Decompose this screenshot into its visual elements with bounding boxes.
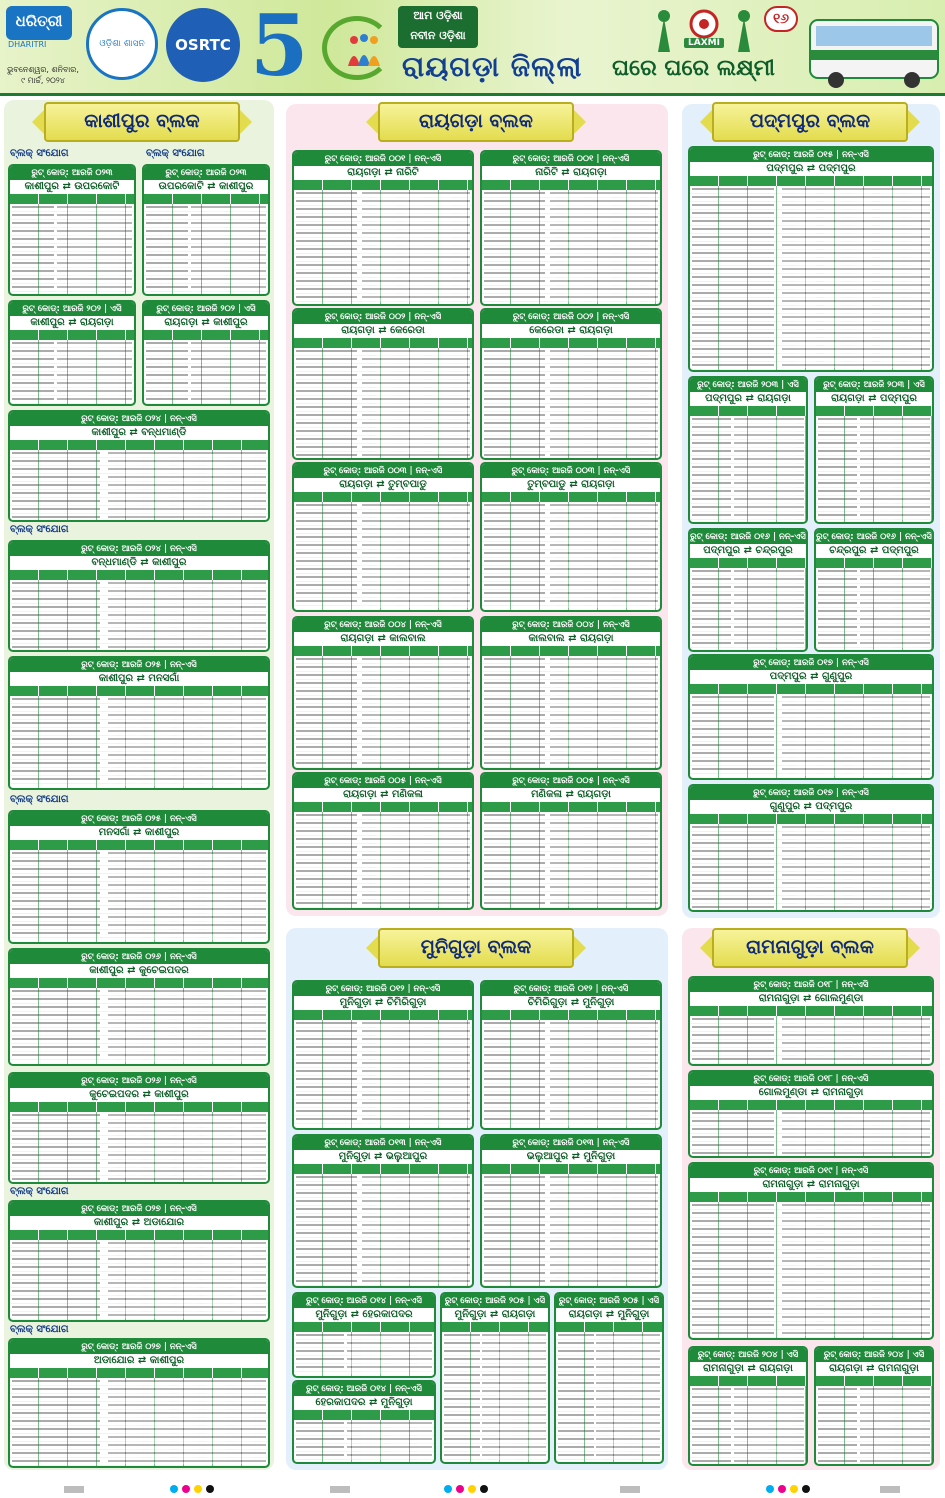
timetable-column-header <box>10 1368 268 1378</box>
timetable-body <box>690 1110 932 1156</box>
timetable-body <box>482 348 660 458</box>
timetable-column-header <box>482 180 660 190</box>
route-code-header: ରୁଟ୍ କୋଡ୍: ଆରଜି ୦୧୬ | ନନ୍-ଏସି <box>816 532 932 542</box>
route-endpoints: କେରେଡା ⇄ ରାୟଗଡ଼ା <box>482 324 660 338</box>
timetable-body <box>482 1174 660 1286</box>
route-timetable-k7 <box>8 656 270 790</box>
timetable-column-header <box>690 558 806 568</box>
route-timetable-r10 <box>480 772 662 910</box>
route-code-header: ରୁଟ୍ କୋଡ୍: ଆରଜି ୦୦୨ | ନନ୍-ଏସି <box>482 310 660 324</box>
timetable-column-header <box>482 338 660 348</box>
route-endpoints: ରାୟଗଡ଼ା ⇄ ମୁନିଗୁଡ଼ା <box>556 1308 662 1322</box>
route-endpoints: ଚିମିରିଗୁଡ଼ା ⇄ ମୁନିଗୁଡ଼ା <box>482 996 660 1010</box>
timetable-column-header <box>144 194 268 204</box>
route-endpoints: ମୁନିଗୁଡ଼ା ⇄ ହେରକାପଦର <box>294 1308 434 1322</box>
route-endpoints: କାଶୀପୁର ⇄ ଅଡାଯୋର <box>10 1216 268 1230</box>
route-endpoints: ରାୟଗଡ଼ା ⇄ ପଦ୍ମପୁର <box>816 392 932 406</box>
timetable-body <box>690 694 932 778</box>
timetable-column-header <box>294 492 472 502</box>
route-code-header: ରୁଟ୍ କୋଡ୍: ଆରଜି ୦୧୮ | ନନ୍-ଏସି <box>690 1072 932 1086</box>
route-endpoints: ରାମନାଗୁଡ଼ା ⇄ ଗୋଲମୁଣ୍ଡା <box>690 992 932 1006</box>
timetable-body <box>144 340 268 404</box>
magenta-reg-dot <box>456 1485 464 1493</box>
route-code-header: ରୁଟ୍ କୋଡ୍: ଆରଜି ୦୨୭ | ନନ୍-ଏସି <box>10 1202 268 1216</box>
timetable-body <box>10 450 268 520</box>
block-connection-label: ବ୍ଲକ୍ ସଂଯୋଗ <box>146 148 205 159</box>
timetable-body <box>294 812 472 908</box>
timetable-column-header <box>556 1322 662 1332</box>
cyan-reg-dot <box>444 1485 452 1493</box>
timetable-body <box>294 348 472 458</box>
timetable-body <box>294 1332 434 1376</box>
route-timetable-n2 <box>688 1070 934 1158</box>
route-code-header: ରୁଟ୍ କୋଡ୍: ଆରଜି ୦୦୧ | ନନ୍-ଏସି <box>294 152 472 166</box>
cyan-reg-dot <box>170 1485 178 1493</box>
route-timetable-n5 <box>814 1346 934 1466</box>
timetable-column-header <box>816 558 932 568</box>
route-timetable-r9 <box>292 772 474 910</box>
route-timetable-k12 <box>8 1338 270 1468</box>
route-timetable-m3 <box>292 1134 474 1288</box>
block-banner-rayagada: ରାୟଗଡ଼ା ବ୍ଲକ <box>378 102 574 142</box>
timetable-body <box>482 812 660 908</box>
timetable-column-header <box>482 1010 660 1020</box>
slogan-line-1: ଆମ ଓଡ଼ିଶା <box>413 9 463 22</box>
route-endpoints: ରାୟଗଡ଼ା ⇄ ତୁମ୍ବପାଡୁ <box>294 478 472 492</box>
route-code-header: ରୁଟ୍ କୋଡ୍: ଆରଜି ୨୦୫ | ଏସି <box>556 1294 662 1308</box>
route-endpoints: ଅଡାଯୋର ⇄ କାଶୀପୁର <box>10 1354 268 1368</box>
route-endpoints: ରାୟଗଡ଼ା ⇄ କାଶୀପୁର <box>144 316 268 330</box>
magenta-reg-dot <box>182 1485 190 1493</box>
route-endpoints: କାଶୀପୁର ⇄ କୁଚେଇପଦର <box>10 964 268 978</box>
timetable-column-header <box>294 180 472 190</box>
route-timetable-r3 <box>292 308 474 460</box>
route-endpoints: ରାମନାଗୁଡ଼ା ⇄ ରାୟଗଡ଼ା <box>690 1362 806 1376</box>
route-timetable-p7 <box>688 784 934 912</box>
route-code-header: ରୁଟ୍ କୋଡ୍: ଆରଜି ୦୧୪ | ନନ୍-ଏସି <box>294 1294 434 1308</box>
timetable-body <box>482 502 660 610</box>
timetable-column-header <box>690 1376 806 1386</box>
timetable-column-header <box>10 194 134 204</box>
route-code-header: ରୁଟ୍ କୋଡ୍: ଆରଜି ୦୨୫ | ନନ୍-ଏସି <box>10 812 268 826</box>
timetable-column-header <box>10 1102 268 1112</box>
timetable-column-header <box>294 1410 434 1420</box>
route-endpoints: ରାୟଗଡ଼ା ⇄ ନାରିଟି <box>294 166 472 180</box>
print-bar <box>620 1486 640 1493</box>
route-timetable-k8 <box>8 810 270 944</box>
route-timetable-r5 <box>292 462 474 612</box>
route-code-header: ରୁଟ୍ କୋଡ୍: ଆରଜି ୦୧୨ | ନନ୍-ଏସି <box>294 982 472 996</box>
route-timetable-p1 <box>688 146 934 372</box>
block-connection-label: ବ୍ଲକ୍ ସଂଯୋଗ <box>10 1186 69 1197</box>
route-code-header: ରୁଟ୍ କୋଡ୍: ଆରଜି ୨୦୨ | ଏସି <box>144 302 268 316</box>
route-endpoints: ହେରକାପଦର ⇄ ମୁନିଗୁଡ଼ା <box>294 1396 434 1410</box>
cyan-reg-dot <box>766 1485 774 1493</box>
timetable-body <box>10 204 134 294</box>
block-connection-label: ବ୍ଲକ୍ ସଂଯୋଗ <box>10 794 69 805</box>
route-code-header: ରୁଟ୍ କୋଡ୍: ଆରଜି ୦୦୫ | ନନ୍-ଏସି <box>294 774 472 788</box>
route-code-header: ରୁଟ୍ କୋଡ୍: ଆରଜି ୦୦୪ | ନନ୍-ଏସି <box>294 618 472 632</box>
route-code-header: ରୁଟ୍ କୋଡ୍: ଆରଜି ୦୧୩ | ନନ୍-ଏସି <box>482 1136 660 1150</box>
timetable-body <box>10 1378 268 1466</box>
timetable-body <box>690 1016 932 1064</box>
route-endpoints: ରାୟଗଡ଼ା ⇄ ମଣିକଳା <box>294 788 472 802</box>
route-timetable-k9 <box>8 948 270 1066</box>
route-timetable-n4 <box>688 1346 808 1466</box>
timetable-body <box>294 190 472 304</box>
timetable-body <box>294 1174 472 1286</box>
magenta-reg-dot <box>778 1485 786 1493</box>
timetable-body <box>690 1386 806 1464</box>
odisha-seal-logo <box>86 8 158 80</box>
timetable-column-header <box>294 1322 434 1332</box>
timetable-column-header <box>482 646 660 656</box>
timetable-body <box>690 568 806 650</box>
route-timetable-p5 <box>814 528 934 652</box>
page-header <box>0 0 945 96</box>
route-endpoints: ପଦ୍ମପୁର ⇄ ରାୟଗଡ଼ା <box>690 392 806 406</box>
black-reg-dot <box>480 1485 488 1493</box>
route-code-header: ରୁଟ୍ କୋଡ୍: ଆରଜି ୦୨୬ | ନନ୍-ଏସି <box>10 1074 268 1088</box>
route-code-header: ରୁଟ୍ କୋଡ୍: ଆରଜି ୨୦୪ | ଏସି <box>816 1348 932 1362</box>
route-endpoints: ରାମନାଗୁଡ଼ା ⇄ ରାମନାଗୁଡ଼ା <box>690 1178 932 1192</box>
route-endpoints: ଗୁଣୁପୁର ⇄ ପଦ୍ମପୁର <box>690 800 932 814</box>
timetable-column-header <box>690 1192 932 1202</box>
page-number: ୧୬ <box>764 6 798 32</box>
route-code-header: ରୁଟ୍ କୋଡ୍: ଆରଜି ୦୧୪ | ନନ୍-ଏସି <box>294 1382 434 1396</box>
route-timetable-k1 <box>8 164 136 296</box>
route-code-header: ରୁଟ୍ କୋଡ୍: ଆରଜି ୦୨୩ <box>144 166 268 180</box>
timetable-column-header <box>294 1164 472 1174</box>
timetable-column-header <box>294 802 472 812</box>
route-timetable-k3 <box>8 300 136 406</box>
dharitri-logo: ଧରିତ୍ରୀ <box>6 6 72 40</box>
route-timetable-n3 <box>688 1162 934 1340</box>
route-code-header: ରୁଟ୍ କୋଡ୍: ଆରଜି ୦୧୮ | ନନ୍-ଏସି <box>690 978 932 992</box>
route-timetable-n1 <box>688 976 934 1066</box>
five-t-logo: 5 <box>250 0 309 95</box>
timetable-column-header <box>816 406 932 416</box>
route-endpoints: ରାୟଗଡ଼ା ⇄ କେରେଡା <box>294 324 472 338</box>
route-timetable-k6 <box>8 540 270 652</box>
route-timetable-k2 <box>142 164 270 296</box>
yellow-reg-dot <box>468 1485 476 1493</box>
timetable-column-header <box>690 1006 932 1016</box>
route-endpoints: କାଶୀପୁର ⇄ ମନସଗାଁ <box>10 672 268 686</box>
route-timetable-m8 <box>554 1292 664 1464</box>
route-timetable-r1 <box>292 150 474 306</box>
block-banner-kashipur: କାଶୀପୁର ବ୍ଲକ <box>44 102 240 142</box>
route-code-header: ରୁଟ୍ କୋଡ୍: ଆରଜି ୦୨୬ | ନନ୍-ଏସି <box>10 950 268 964</box>
print-bar <box>64 1486 84 1493</box>
route-timetable-m2 <box>480 980 662 1130</box>
timetable-column-header <box>690 1100 932 1110</box>
black-reg-dot <box>802 1485 810 1493</box>
route-timetable-r6 <box>480 462 662 612</box>
timetable-column-header <box>294 646 472 656</box>
timetable-column-header <box>816 1376 932 1386</box>
timetable-column-header <box>10 570 268 580</box>
print-bar <box>880 1486 900 1493</box>
route-endpoints: ରାୟଗଡ଼ା ⇄ କାଲବାଲ <box>294 632 472 646</box>
timetable-body <box>690 416 806 522</box>
route-code-header: ରୁଟ୍ କୋଡ୍: ଆରଜି ୦୧୩ | ନନ୍-ଏସି <box>294 1136 472 1150</box>
route-timetable-r4 <box>480 308 662 460</box>
route-code-header: ରୁଟ୍ କୋଡ୍: ଆରଜି ୨୦୨ | ଏସି <box>10 302 134 316</box>
print-bar <box>330 1486 350 1493</box>
route-timetable-r7 <box>292 616 474 770</box>
route-endpoints: ପଦ୍ମପୁର ⇄ ଚନ୍ଦ୍ରପୁର <box>690 544 806 558</box>
timetable-body <box>816 416 932 522</box>
timetable-column-header <box>442 1322 548 1332</box>
route-code-header: ରୁଟ୍ କୋଡ୍: ଆରଜି ୦୧୬ | ନନ୍-ଏସି <box>690 532 806 542</box>
route-timetable-r2 <box>480 150 662 306</box>
route-endpoints: କାଶୀପୁର ⇄ ରାୟଗଡ଼ା <box>10 316 134 330</box>
timetable-column-header <box>690 684 932 694</box>
timetable-body <box>10 1240 268 1320</box>
timetable-body <box>556 1332 662 1462</box>
dharitri-logo-sub: DHARITRI <box>8 40 47 49</box>
bus-icon <box>806 10 942 90</box>
timetable-column-header <box>10 840 268 850</box>
timetable-column-header <box>482 492 660 502</box>
block-banner-padmapur: ପଦ୍ମପୁର ବ୍ଲକ <box>712 102 908 142</box>
route-code-header: ରୁଟ୍ କୋଡ୍: ଆରଜି ୨୦୪ | ଏସି <box>690 1348 806 1362</box>
route-endpoints: ତୁମ୍ବପାଡୁ ⇄ ରାୟଗଡ଼ା <box>482 478 660 492</box>
route-endpoints: ଚନ୍ଦ୍ରପୁର ⇄ ପଦ୍ମପୁର <box>816 544 932 558</box>
route-code-header: ରୁଟ୍ କୋଡ୍: ଆରଜି ୦୧୫ | ନନ୍-ଏସି <box>690 148 932 162</box>
route-endpoints: ଭଲୁଆପୁର ⇄ ମୁନିଗୁଡ଼ା <box>482 1150 660 1164</box>
route-timetable-p4 <box>688 528 808 652</box>
timetable-body <box>690 1202 932 1338</box>
people-icon <box>344 32 384 68</box>
route-code-header: ରୁଟ୍ କୋଡ୍: ଆରଜି ୦୨୭ | ନନ୍-ଏସି <box>10 1340 268 1354</box>
route-endpoints: କୁଚେଇପଦର ⇄ କାଶୀପୁର <box>10 1088 268 1102</box>
timetable-body <box>144 204 268 294</box>
scheme-title: ଘରେ ଘରେ ଲକ୍ଷ୍ମୀ <box>612 56 775 81</box>
route-code-header: ରୁଟ୍ କୋଡ୍: ଆରଜି ୦୦୨ | ନନ୍-ଏସି <box>294 310 472 324</box>
route-code-header: ରୁଟ୍ କୋଡ୍: ଆରଜି ୨୦୫ | ଏସି <box>442 1294 548 1308</box>
route-endpoints: ମୁନିଗୁଡ଼ା ⇄ ଚିମିରିଗୁଡ଼ା <box>294 996 472 1010</box>
route-timetable-m1 <box>292 980 474 1130</box>
route-endpoints: କାଶୀପୁର ⇄ ବନ୍ଧମାଣ୍ଡି <box>10 426 268 440</box>
route-code-header: ରୁଟ୍ କୋଡ୍: ଆରଜି ୦୨୫ | ନନ୍-ଏସି <box>10 658 268 672</box>
timetable-column-header <box>690 814 932 824</box>
route-endpoints: ମନସଗାଁ ⇄ କାଶୀପୁର <box>10 826 268 840</box>
timetable-column-header <box>690 176 932 186</box>
black-reg-dot <box>206 1485 214 1493</box>
route-code-header: ରୁଟ୍ କୋଡ୍: ଆରଜି ୦୧୯ | ନନ୍-ଏସି <box>690 1164 932 1178</box>
block-banner-ramanaguda: ରାମନାଗୁଡ଼ା ବ୍ଲକ <box>712 928 908 968</box>
timetable-body <box>482 190 660 304</box>
slogan-box <box>398 6 478 48</box>
route-code-header: ରୁଟ୍ କୋଡ୍: ଆରଜି ୦୦୩ | ନନ୍-ଏସି <box>294 464 472 478</box>
osrtc-logo: OSRTC <box>166 8 240 82</box>
route-endpoints: ମଣିକଳା ⇄ ରାୟଗଡ଼ା <box>482 788 660 802</box>
route-timetable-m4 <box>480 1134 662 1288</box>
timetable-column-header <box>690 406 806 416</box>
timetable-column-header <box>10 978 268 988</box>
route-timetable-p3 <box>814 376 934 524</box>
block-connection-label: ବ୍ଲକ୍ ସଂଯୋଗ <box>10 148 69 159</box>
route-endpoints: କାଲବାଲ ⇄ ରାୟଗଡ଼ା <box>482 632 660 646</box>
timetable-body <box>294 1420 434 1462</box>
yellow-reg-dot <box>790 1485 798 1493</box>
timetable-column-header <box>10 440 268 450</box>
route-code-header: ରୁଟ୍ କୋଡ୍: ଆରଜି ୦୧୭ | ନନ୍-ଏସି <box>690 786 932 800</box>
timetable-body <box>10 696 268 788</box>
timetable-body <box>10 580 268 650</box>
route-code-header: ରୁଟ୍ କୋଡ୍: ଆରଜି ୦୦୧ | ନନ୍-ଏସି <box>482 152 660 166</box>
route-code-header: ରୁଟ୍ କୋଡ୍: ଆରଜି ୦୦୫ | ନନ୍-ଏସି <box>482 774 660 788</box>
route-endpoints: ମୁନିଗୁଡ଼ା ⇄ ରାୟଗଡ଼ା <box>442 1308 548 1322</box>
timetable-body <box>10 850 268 942</box>
route-endpoints: ପଦ୍ମପୁର ⇄ ଗୁଣୁପୁର <box>690 670 932 684</box>
route-timetable-m7 <box>440 1292 550 1464</box>
route-endpoints: ପଦ୍ମପୁର ⇄ ପଦ୍ମପୁର <box>690 162 932 176</box>
timetable-column-header <box>10 1230 268 1240</box>
timetable-column-header <box>10 686 268 696</box>
route-code-header: ରୁଟ୍ କୋଡ୍: ଆରଜି ୦୧୨ | ନନ୍-ଏସି <box>482 982 660 996</box>
route-endpoints: ବନ୍ଧମାଣ୍ଡି ⇄ କାଶୀପୁର <box>10 556 268 570</box>
route-timetable-k11 <box>8 1200 270 1322</box>
route-timetable-r8 <box>480 616 662 770</box>
district-title: ରାୟଗଡ଼ା ଜିଲ୍ଲା <box>402 50 583 83</box>
route-timetable-k5 <box>8 410 270 522</box>
route-code-header: ରୁଟ୍ କୋଡ୍: ଆରଜି ୦୧୭ | ନନ୍-ଏସି <box>690 656 932 670</box>
timetable-body <box>10 1112 268 1182</box>
timetable-body <box>816 568 932 650</box>
seal-text: ଓଡ଼ିଶା ଶାସନ <box>99 39 145 49</box>
timetable-body <box>442 1332 548 1462</box>
timetable-column-header <box>294 338 472 348</box>
route-code-header: ରୁଟ୍ କୋଡ୍: ଆରଜି ୨୦୩ | ଏସି <box>816 378 932 392</box>
route-code-header: ରୁଟ୍ କୋଡ୍: ଆରଜି ୨୦୩ | ଏସି <box>690 378 806 392</box>
route-code-header: ରୁଟ୍ କୋଡ୍: ଆରଜି ୦୦୩ | ନନ୍-ଏସି <box>482 464 660 478</box>
route-code-header: ରୁଟ୍ କୋଡ୍: ଆରଜି ୦୨୪ | ନନ୍-ଏସି <box>10 542 268 556</box>
route-endpoints: ରାୟଗଡ଼ା ⇄ ରାମନାଗୁଡ଼ା <box>816 1362 932 1376</box>
timetable-column-header <box>144 330 268 340</box>
route-timetable-p6 <box>688 654 934 780</box>
route-timetable-k4 <box>142 300 270 406</box>
route-timetable-m6 <box>292 1380 436 1464</box>
route-endpoints: କାଶୀପୁର ⇄ ଉପରକୋଟି <box>10 180 134 194</box>
block-connection-label: ବ୍ଲକ୍ ସଂଯୋଗ <box>10 1324 69 1335</box>
route-code-header: ରୁଟ୍ କୋଡ୍: ଆରଜି ୦୨୩ <box>10 166 134 180</box>
timetable-body <box>690 824 932 910</box>
timetable-column-header <box>10 330 134 340</box>
block-connection-label: ବ୍ଲକ୍ ସଂଯୋଗ <box>10 524 69 535</box>
timetable-body <box>294 656 472 768</box>
route-endpoints: ଉପରକୋଟି ⇄ କାଶୀପୁର <box>144 180 268 194</box>
block-banner-muniguda: ମୁନିଗୁଡ଼ା ବ୍ଲକ <box>378 928 574 968</box>
route-timetable-k10 <box>8 1072 270 1184</box>
route-timetable-m5 <box>292 1292 436 1378</box>
timetable-column-header <box>482 1164 660 1174</box>
slogan-line-2: ନବୀନ ଓଡ଼ିଶା <box>410 29 466 42</box>
timetable-body <box>294 1020 472 1128</box>
timetable-body <box>690 186 932 370</box>
timetable-body <box>10 988 268 1064</box>
route-timetable-p2 <box>688 376 808 524</box>
route-endpoints: ଗୋଲମୁଣ୍ଡା ⇄ ରାମନାଗୁଡ଼ା <box>690 1086 932 1100</box>
route-code-header: ରୁଟ୍ କୋଡ୍: ଆରଜି ୦୦୪ | ନନ୍-ଏସି <box>482 618 660 632</box>
route-endpoints: ନାରିଟି ⇄ ରାୟଗଡ଼ା <box>482 166 660 180</box>
timetable-column-header <box>482 802 660 812</box>
route-endpoints: ମୁନିଗୁଡ଼ା ⇄ ଭଲୁଆପୁର <box>294 1150 472 1164</box>
timetable-body <box>294 502 472 610</box>
timetable-body <box>816 1386 932 1464</box>
timetable-column-header <box>294 1010 472 1020</box>
dateline: ଭୁବନେଶ୍ୱର, ଶନିବାର, ୯ ମାର୍ଚ୍ଚ, ୨୦୨୪ <box>7 65 79 85</box>
yellow-reg-dot <box>194 1485 202 1493</box>
route-code-header: ରୁଟ୍ କୋଡ୍: ଆରଜି ୦୨୪ | ନନ୍-ଏସି <box>10 412 268 426</box>
timetable-body <box>10 340 134 404</box>
timetable-body <box>482 1020 660 1128</box>
timetable-body <box>482 656 660 768</box>
laxmi-label: LAXMI <box>684 38 724 48</box>
